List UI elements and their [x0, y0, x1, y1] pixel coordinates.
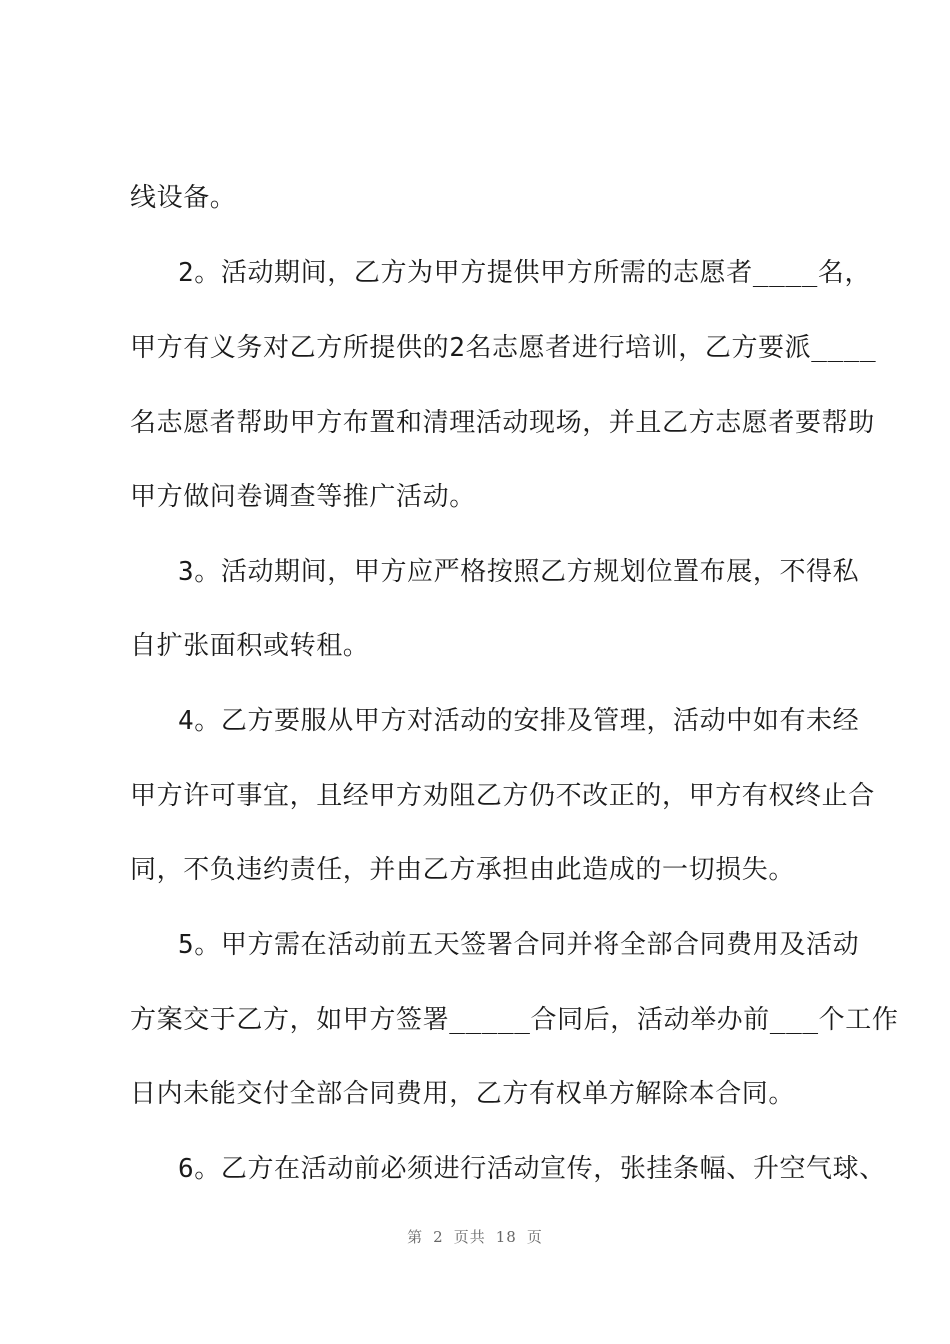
text-line-1: 线设备。 [130, 183, 237, 213]
footer-prefix: 第 [407, 1228, 424, 1246]
footer-middle: 页共 [453, 1228, 486, 1246]
text-line-7: 自扩张面积或转租。 [130, 631, 370, 661]
text-line-5: 甲方做问卷调查等推广活动。 [130, 482, 476, 512]
text-line-4: 名志愿者帮助甲方布置和清理活动现场，并且乙方志愿者要帮助 [130, 408, 875, 438]
text-line-10: 同，不负违约责任，并由乙方承担由此造成的一切损失。 [130, 855, 796, 885]
footer-current-page: 2 [433, 1228, 444, 1246]
footer-total-pages: 18 [495, 1228, 517, 1246]
page-footer [0, 1226, 950, 1247]
text-line-13: 日内未能交付全部合同费用，乙方有权单方解除本合同。 [130, 1079, 796, 1109]
text-line-9: 甲方许可事宜，且经甲方劝阻乙方仍不改正的，甲方有权终止合 [130, 781, 875, 811]
text-line-6: 3。活动期间，甲方应严格按照乙方规划位置布展，不得私 [178, 557, 860, 587]
text-line-2: 2。活动期间，乙方为甲方提供甲方所需的志愿者____名， [178, 258, 872, 288]
text-line-14: 6。乙方在活动前必须进行活动宣传，张挂条幅、升空气球、 [178, 1154, 886, 1184]
text-line-8: 4。乙方要服从甲方对活动的安排及管理，活动中如有未经 [178, 706, 860, 736]
footer-suffix: 页 [526, 1228, 543, 1246]
text-line-11: 5。甲方需在活动前五天签署合同并将全部合同费用及活动 [178, 930, 860, 960]
text-line-12: 方案交于乙方，如甲方签署_____合同后，活动举办前___个工作 [130, 1005, 899, 1035]
text-line-3: 甲方有义务对乙方所提供的2名志愿者进行培训，乙方要派____ [130, 333, 877, 363]
